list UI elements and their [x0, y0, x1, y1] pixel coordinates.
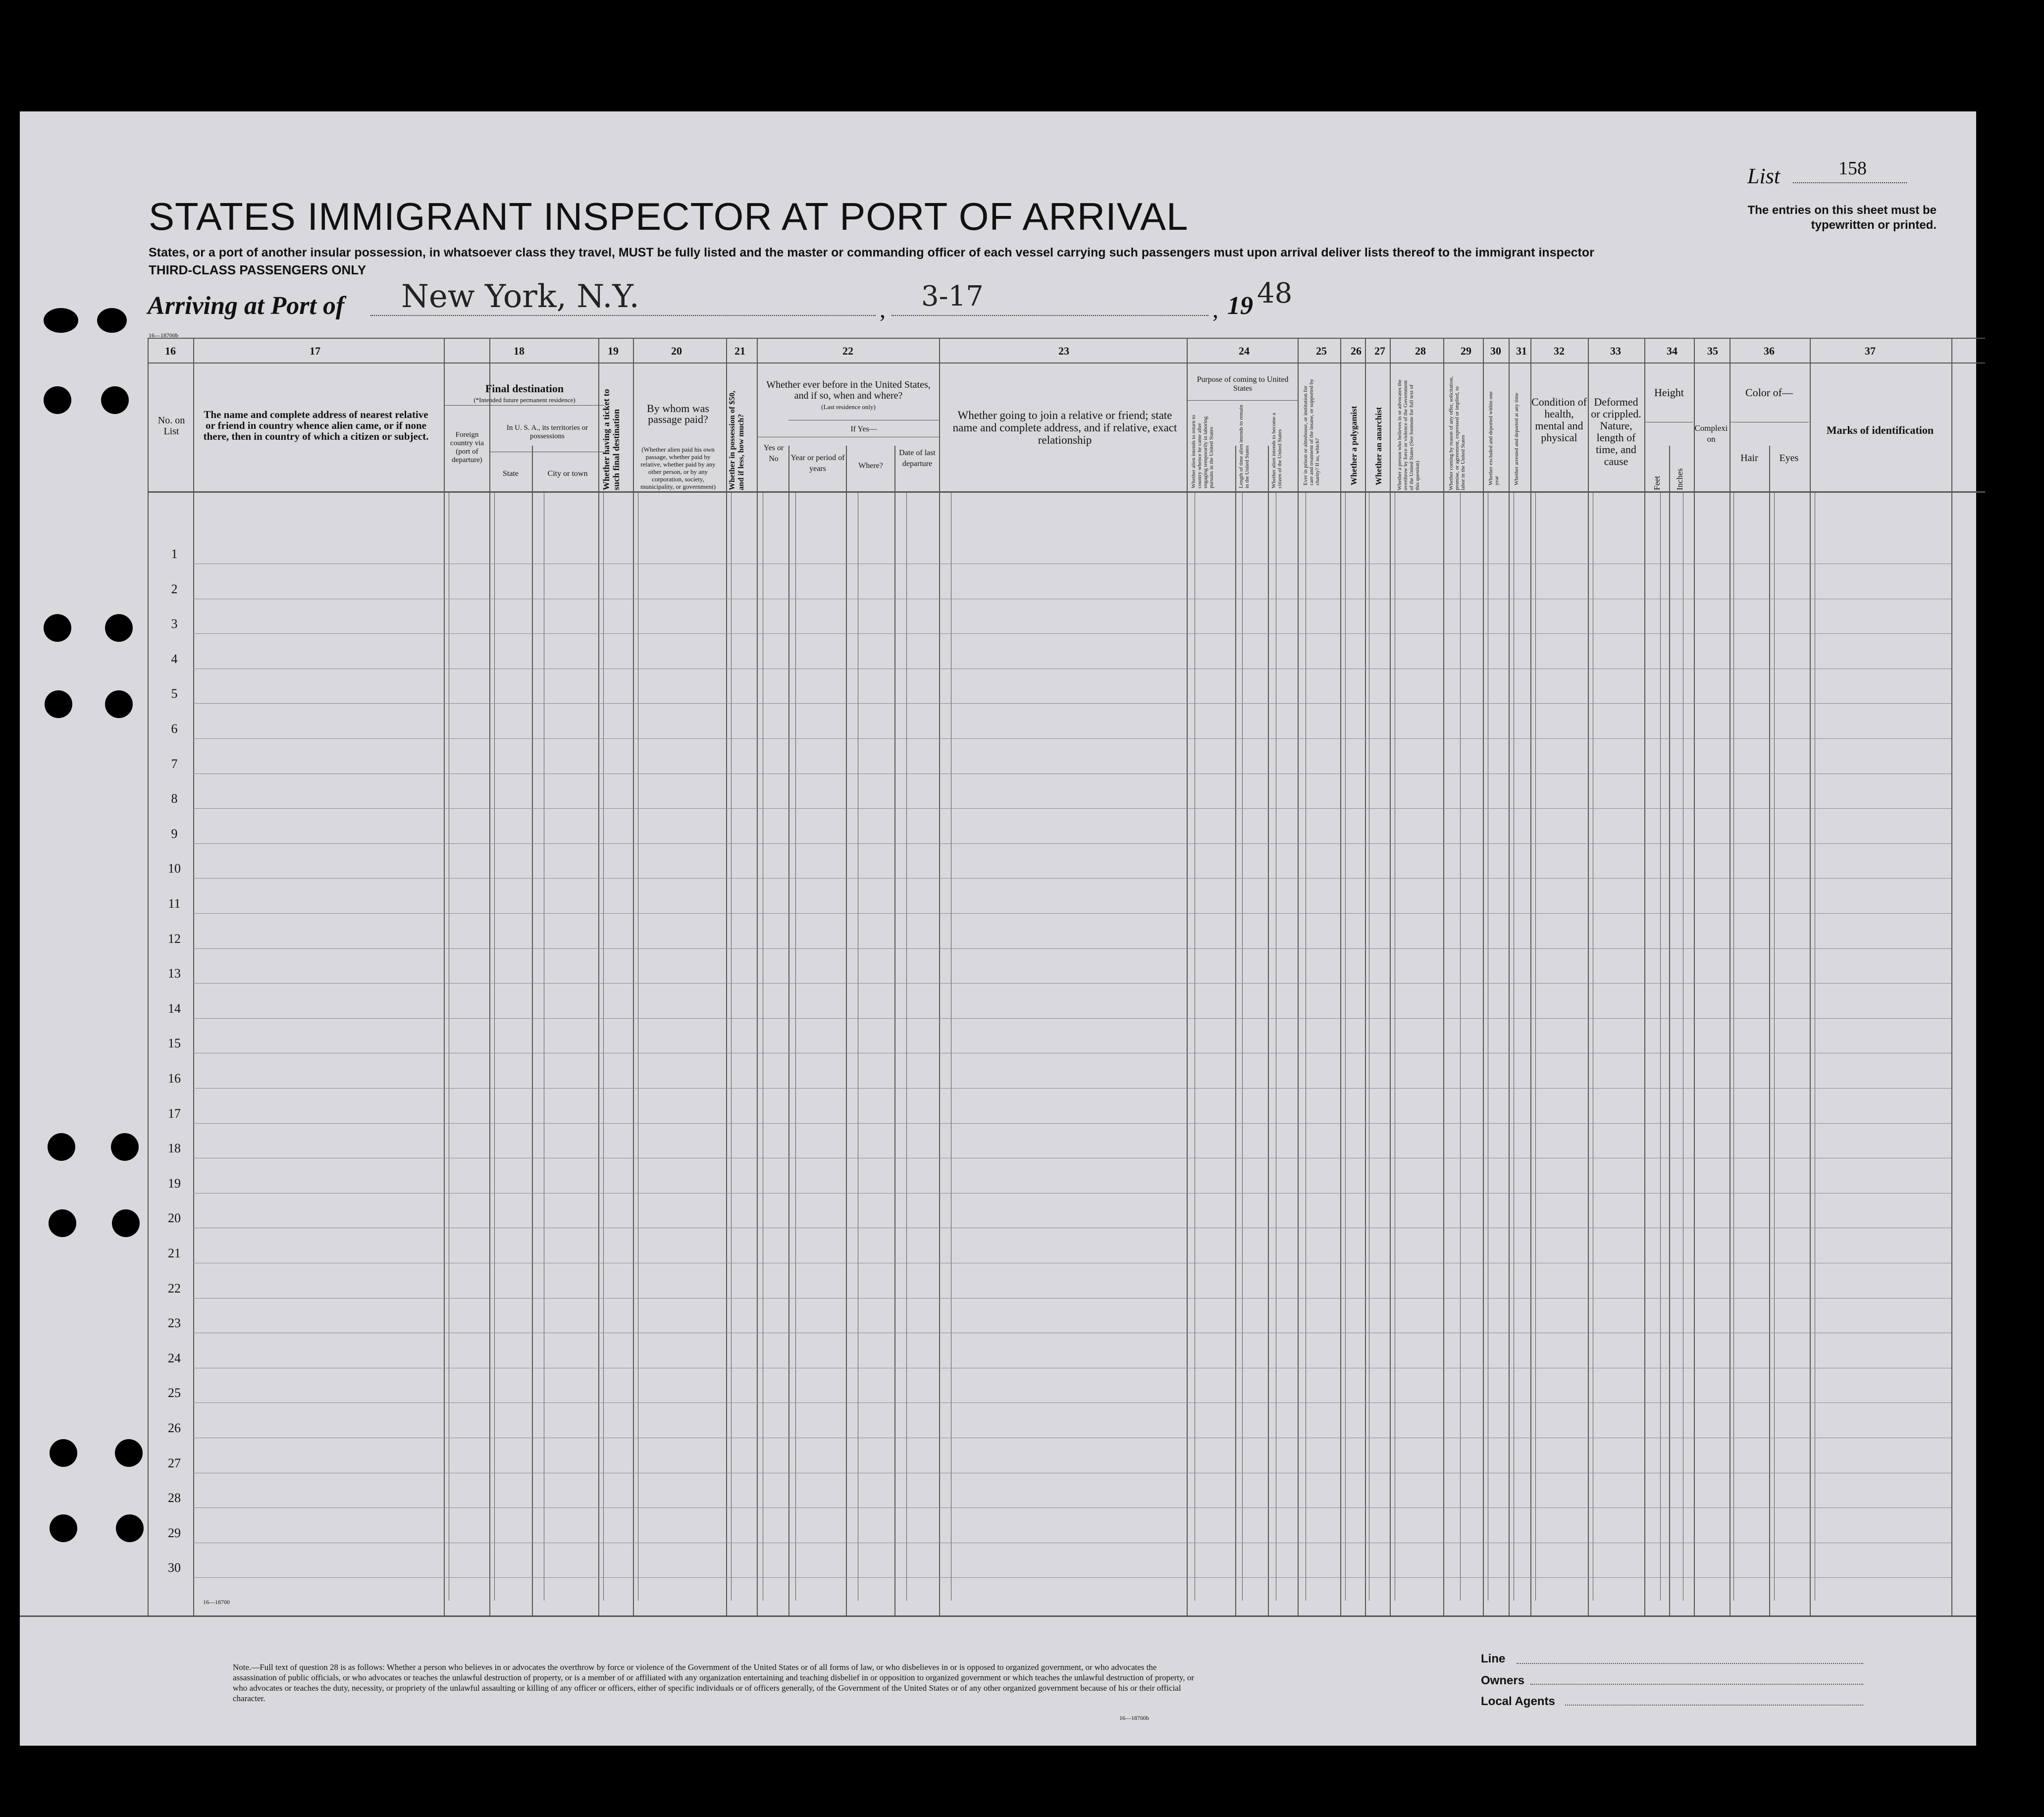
header-date-departure: Date of last departure	[899, 449, 936, 468]
column-rule	[846, 446, 847, 1615]
col-number: 30	[1490, 345, 1501, 357]
form-number-bottom: 16—18700b	[1119, 1714, 1149, 1721]
class-line: THIRD-CLASS PASSENGERS ONLY	[149, 262, 367, 277]
col-number: 20	[671, 345, 682, 357]
row-number: 21	[168, 1246, 181, 1260]
header-yes-no: Yes or No	[763, 444, 784, 463]
column-rule	[1810, 338, 1811, 1615]
local-agents-field[interactable]	[1565, 1705, 1863, 1706]
row-rule	[193, 913, 1951, 914]
header-inches: Inches	[1675, 468, 1684, 490]
line-field[interactable]	[1517, 1663, 1863, 1664]
form-number-top: 16—18700b	[149, 332, 178, 339]
row-number: 6	[171, 722, 178, 736]
row-rule	[193, 738, 1951, 739]
col-number: 29	[1461, 345, 1471, 357]
header-feet: Feet	[1652, 475, 1662, 490]
column-rule	[1340, 338, 1341, 1615]
port-underline	[370, 315, 876, 316]
local-agents-label: Local Agents	[1481, 1695, 1555, 1708]
row-rule	[193, 1193, 1951, 1194]
column-rule	[193, 338, 194, 1615]
row-number: 23	[168, 1316, 181, 1331]
column-rule	[788, 446, 789, 1615]
binder-hole	[45, 690, 72, 718]
row-number: 12	[168, 931, 181, 946]
table-top-rule	[148, 338, 1985, 339]
column-rule	[795, 491, 796, 1601]
header-color-of: Color of—	[1745, 386, 1793, 399]
port-handwritten: New York, N.Y.	[401, 278, 639, 315]
column-rule	[1242, 491, 1243, 1601]
header-purpose-length: Length of time alien intends to remain in the United States	[1238, 405, 1250, 488]
column-rule	[1390, 338, 1391, 1615]
header-state: State	[503, 469, 519, 478]
column-rule	[1268, 446, 1269, 1615]
header-deformed: Deformed or crippled. Nature, length of time, and cause	[1591, 396, 1641, 467]
col-number: 35	[1707, 345, 1718, 357]
col-number: 25	[1316, 345, 1327, 357]
binder-hole	[105, 690, 133, 718]
col-number: 24	[1239, 345, 1250, 357]
header-bottom-rule	[148, 491, 1985, 493]
column-rule	[1535, 491, 1536, 1601]
row-rule	[193, 878, 1951, 879]
row-number: 5	[171, 686, 178, 701]
header-ticket: Whether having a ticket to such final destination	[601, 389, 621, 490]
header-height: Height	[1654, 386, 1684, 399]
header-final-destination-note: (*Intended future permanent residence)	[473, 396, 576, 404]
header-passage-paid: By whom was passage paid?	[647, 402, 709, 425]
page-title: STATES IMMIGRANT INSPECTOR AT PORT OF ARRIVAL	[149, 195, 1189, 238]
sheet-note: The entries on this sheet must be typewritten or printed.	[1747, 204, 1937, 232]
year-handwritten: 48	[1257, 277, 1293, 310]
header-foreign-country: Foreign country via (port of departure)	[450, 431, 484, 464]
row-number: 10	[168, 861, 181, 876]
column-rule	[1509, 338, 1510, 1615]
column-rule	[598, 338, 599, 1615]
row-rule	[193, 843, 1951, 844]
header-city: City or town	[547, 469, 588, 478]
row-number: 30	[168, 1560, 181, 1575]
header-offer-labor: Whether coming by reason of any offer, solicitation, promise, or agreement, expressed or implied, to labor in the United States	[1448, 376, 1466, 490]
form-number-small: 16—18700	[203, 1599, 230, 1606]
c18-subrule	[445, 405, 604, 406]
col-number: 37	[1865, 345, 1876, 357]
owners-label: Owners	[1481, 1674, 1525, 1687]
column-rule	[148, 338, 149, 1615]
col-number: 23	[1058, 345, 1069, 357]
column-rule	[1483, 338, 1484, 1615]
col-number: 19	[608, 345, 619, 357]
col-number: 36	[1764, 345, 1775, 357]
header-polygamist: Whether a polygamist	[1349, 406, 1359, 485]
row-number: 1	[171, 547, 178, 561]
column-rule	[1951, 338, 1952, 1615]
header-final-destination: Final destination	[485, 382, 564, 395]
header-eyes: Eyes	[1779, 453, 1799, 464]
binder-hole	[116, 1514, 144, 1542]
column-rule	[1460, 491, 1461, 1601]
col-number: 33	[1610, 345, 1621, 357]
row-rule	[193, 1507, 1951, 1508]
header-excluded: Whether excluded and deported within one year	[1488, 391, 1500, 485]
col-number: 34	[1667, 345, 1677, 357]
header-purpose-citizen: Whether alien intends to become a citizen of the United States	[1271, 413, 1283, 488]
row-rule	[193, 1018, 1951, 1019]
header-nearest-relative: The name and complete address of nearest relative or friend in country whence alien came, or if none there, then in country of which a citizen or subject.	[203, 409, 429, 442]
binder-hole	[111, 1133, 139, 1161]
year-prefix: 19	[1227, 292, 1253, 320]
column-rule	[633, 338, 634, 1615]
col-number: 27	[1374, 345, 1385, 357]
column-rule	[1443, 338, 1444, 1615]
column-rule	[1588, 338, 1589, 1615]
date-handwritten: 3-17	[921, 280, 984, 312]
header-possession-50: Whether in possession of $50, and if less, how much?	[728, 390, 745, 490]
date-underline	[891, 315, 1208, 316]
column-rule	[532, 446, 533, 1615]
header-join-relative: Whether going to join a relative or friend; state name and complete address, and if relative, exact relationship	[952, 409, 1177, 446]
column-rule	[1530, 338, 1531, 1615]
row-number: 9	[171, 826, 178, 841]
row-number: 20	[168, 1211, 181, 1226]
row-number: 19	[168, 1176, 181, 1191]
binder-hole	[101, 386, 129, 414]
owners-field[interactable]	[1530, 1684, 1863, 1685]
binder-hole	[115, 1439, 143, 1467]
comma: ,	[1212, 297, 1218, 323]
arriving-label: Arriving at Port of	[148, 292, 345, 320]
comma: ,	[880, 297, 886, 323]
row-number: 2	[171, 581, 178, 596]
column-rule	[1345, 491, 1346, 1601]
col-number: 21	[734, 345, 745, 357]
column-rule	[939, 338, 940, 1615]
line-label: Line	[1481, 1652, 1506, 1665]
row-number: 27	[168, 1455, 181, 1470]
column-rule	[1774, 491, 1775, 1601]
header-anarchist: Whether an anarchist	[1374, 407, 1383, 485]
list-underline	[1793, 182, 1907, 183]
row-rule	[193, 703, 1951, 704]
row-rule	[193, 633, 1951, 634]
footnote-question-28: Note.—Full text of question 28 is as follows: Whether a person who believes in or advocates the overthrow by force or violence of the Government of the United States or of all forms of law, or who disbelieves in or is opposed to organized government, or who advocates the assassination of public officials, or who advocates or teaches the unlawful destruction of property, or is a member of or affiliated with any organization entertaining and teaching disbelief in or opposition to organized government or which teaches the unlawful destruction of property, or who advocates or teaches the duty, necessity, or propriety of the unlawful assaulting or killing of any officer or officers, either of specific individuals or of officers generally, of the Government of the United States or of any other organized government because of his or their official character.	[233, 1662, 1195, 1703]
row-rule	[193, 1088, 1951, 1089]
column-rule	[1235, 446, 1236, 1615]
c24-subrule	[1188, 400, 1298, 401]
row-number: 8	[171, 791, 178, 806]
row-number: 14	[168, 1001, 181, 1016]
col-number: 31	[1516, 345, 1527, 357]
row-number: 29	[168, 1525, 181, 1540]
row-rule	[193, 1123, 1951, 1124]
row-rule	[193, 1402, 1951, 1403]
binder-hole	[44, 614, 71, 642]
header-passage-note: (Whether alien paid his own passage, whether paid by relative, whether paid by any other person, or by any corporation, society, municipality, or government)	[640, 446, 716, 490]
row-number: 3	[171, 617, 178, 631]
header-ever-before-us: Whether ever before in the United States, and if so, when and where?	[766, 379, 931, 401]
binder-hole	[48, 1133, 75, 1161]
header-overthrow: Whether a person who believes in or advocates the overthrow by force or violence of the Government of the United States (See footnote for full text of this question)	[1397, 379, 1420, 490]
row-rule	[193, 948, 1951, 949]
header-if-yes: If Yes—	[850, 425, 877, 433]
binder-hole	[105, 614, 133, 642]
row-number: 22	[168, 1281, 181, 1296]
list-number: 158	[1838, 158, 1867, 179]
row-number: 16	[168, 1071, 181, 1086]
column-rule	[1644, 338, 1645, 1615]
col-number: 18	[514, 345, 524, 357]
col-number: 16	[165, 345, 176, 357]
column-rule	[757, 338, 758, 1615]
binder-hole	[50, 1514, 77, 1542]
row-rule	[193, 983, 1951, 984]
header-purpose: Purpose of coming to United States	[1197, 375, 1289, 393]
row-number: 11	[168, 896, 181, 911]
binder-hole	[44, 308, 78, 333]
header-health: Condition of health, mental and physical	[1531, 396, 1587, 444]
column-rule	[603, 491, 604, 1601]
column-rule	[494, 491, 495, 1601]
header-complexion: Complexion	[1694, 423, 1728, 444]
binder-hole	[49, 1209, 76, 1237]
row-number: 7	[171, 756, 178, 771]
col-number: 32	[1554, 345, 1565, 357]
row-number: 28	[168, 1491, 181, 1506]
binder-hole	[97, 308, 127, 333]
row-rule	[193, 808, 1951, 809]
column-rule	[1769, 446, 1770, 1615]
column-rule	[489, 338, 490, 1615]
row-number: 25	[168, 1386, 181, 1401]
column-rule	[1298, 338, 1299, 1615]
subtitle: States, or a port of another insular possession, in whatsoever class they travel, MUST be fully listed and the master or commanding officer of each vessel carrying such passengers must upon arrival deliver lists thereof to the immigrant inspector	[149, 246, 1594, 260]
binder-hole	[112, 1209, 140, 1237]
row-number: 13	[168, 966, 181, 981]
column-rule	[444, 338, 445, 1615]
column-rule	[1365, 338, 1366, 1615]
row-number: 17	[168, 1106, 181, 1121]
header-purpose-return: Whether alien intends to return to country whence he came after engaging temporarily in laboring pursuits in the United States	[1191, 415, 1214, 488]
header-no-on-list: No. on List	[157, 415, 185, 437]
row-number: 4	[171, 651, 178, 666]
col-number: 22	[842, 345, 853, 357]
column-rule	[726, 338, 727, 1615]
header-where: Where?	[858, 462, 883, 470]
header-year-period: Year or period of years	[790, 454, 845, 473]
row-number: 18	[168, 1141, 181, 1156]
column-rule	[1660, 491, 1661, 1601]
row-number: 26	[168, 1421, 181, 1435]
row-rule	[193, 1577, 1951, 1578]
header-in-usa: In U. S. A., its territories or possessions	[506, 424, 588, 440]
col-number: 28	[1415, 345, 1426, 357]
list-label: List	[1747, 164, 1781, 188]
binder-hole	[50, 1439, 77, 1467]
column-rule	[1669, 446, 1670, 1615]
header-hair: Hair	[1740, 453, 1758, 464]
header-arrested: Whether arrested and deported at any time	[1514, 393, 1520, 485]
col-number: 26	[1351, 345, 1362, 357]
column-rule	[1694, 338, 1695, 1615]
column-rule	[1187, 338, 1188, 1615]
binder-hole	[44, 386, 71, 414]
col-number: 17	[310, 345, 320, 357]
row-number: 15	[168, 1036, 181, 1051]
header-prison: Ever in prison or almshouse, or institution for care and treatment of the insane, or supported by charity? If so, which?	[1303, 379, 1320, 485]
column-rule	[894, 446, 895, 1615]
column-rule	[906, 491, 907, 1601]
table-bottom-rule	[20, 1615, 1976, 1617]
column-rule	[731, 491, 732, 1601]
header-marks-identification: Marks of identification	[1826, 424, 1934, 436]
column-rule	[1733, 491, 1734, 1601]
header-last-residence: (Last residence only)	[821, 403, 876, 411]
row-number: 24	[168, 1350, 181, 1365]
